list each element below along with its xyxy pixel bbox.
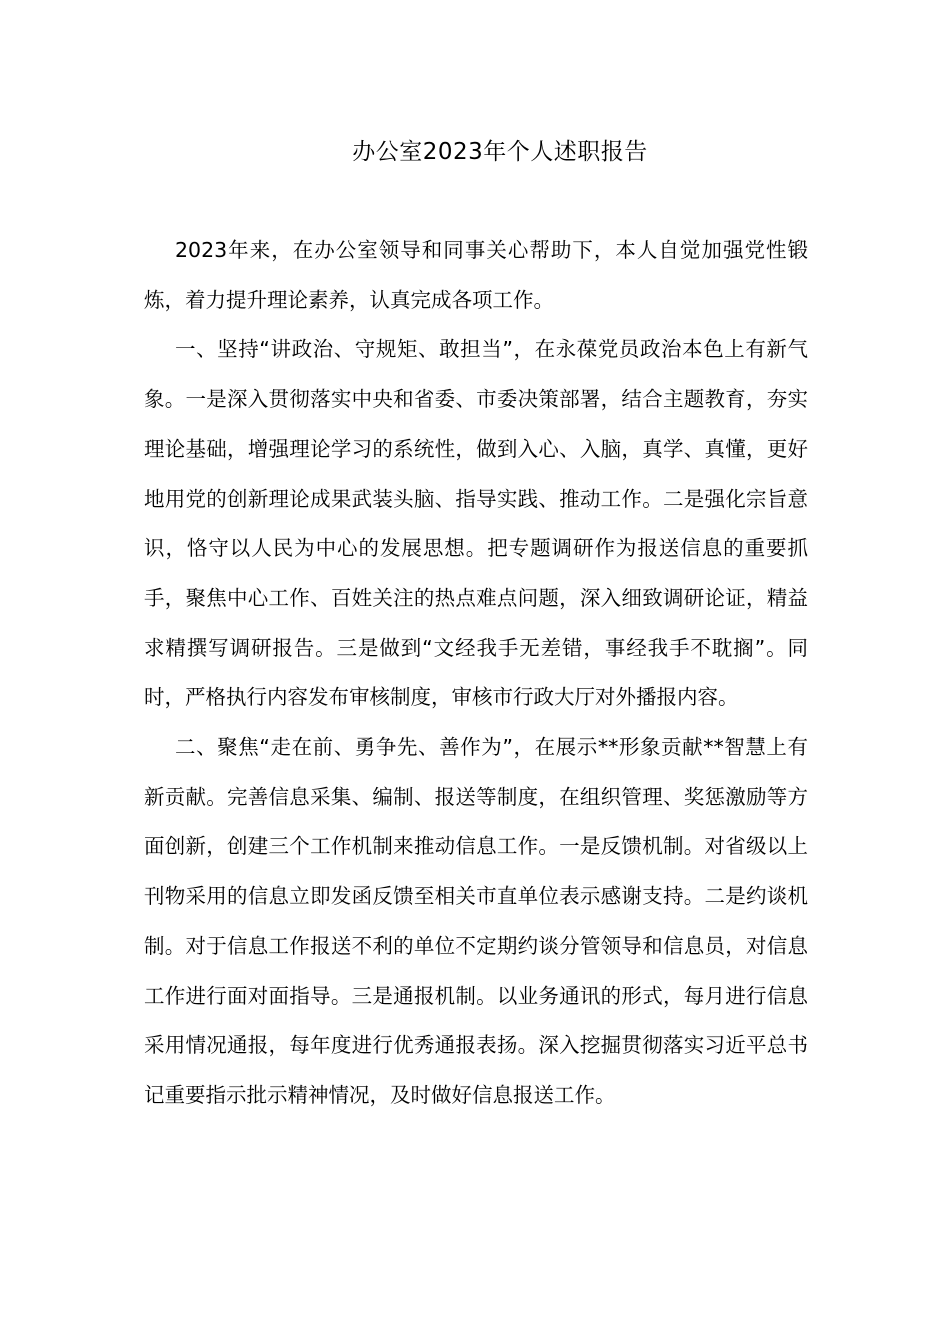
paragraph-section-two: 二、聚焦“走在前、勇争先、善作为”，在展示**形象贡献**智慧上有新贡献。完善信息采集、编制、报送等制度，在组织管理、奖惩激励等方面创新，创建三个工作机制来推动信息工作。一是反馈机制。对省级以上刊物采用的信息立即发函反馈至相关市直单位表示感谢支持。二是约谈机制。对于信息工作报送不利的单位不定期约谈分管领导和信息员，对信息工作进行面对面指导。三是通报机制。以业务通讯的形式，每月进行信息采用情况通报，每年度进行优秀通报表扬。深入挖掘贯彻落实习近平总书记重要指示批示精神情况，及时做好信息报送工作。 <box>144 735 808 1107</box>
paragraph-section-one: 一、坚持“讲政治、守规矩、敢担当”，在永葆党员政治本色上有新气象。一是深入贯彻落实中央和省委、市委决策部署，结合主题教育，夯实理论基础，增强理论学习的系统性，做到入心、入脑，真学、真懂，更好地用党的创新理论成果武装头脑、指导实践、推动工作。二是强化宗旨意识，恪守以人民为中心的发展思想。把专题调研作为报送信息的重要抓手，聚焦中心工作、百姓关注的热点难点问题，深入细致调研论证，精益求精撰写调研报告。三是做到“文经我手无差错，事经我手不耽搁”。同时，严格执行内容发布审核制度，审核市行政大厅对外播报内容。 <box>144 337 808 710</box>
paragraph-intro: 2023年来，在办公室领导和同事关心帮助下，本人自觉加强党性锻炼，着力提升理论素养，认真完成各项工作。 <box>144 238 808 312</box>
document-title: 办公室2023年个人述职报告 <box>352 139 648 165</box>
document-body <box>144 226 808 1121</box>
